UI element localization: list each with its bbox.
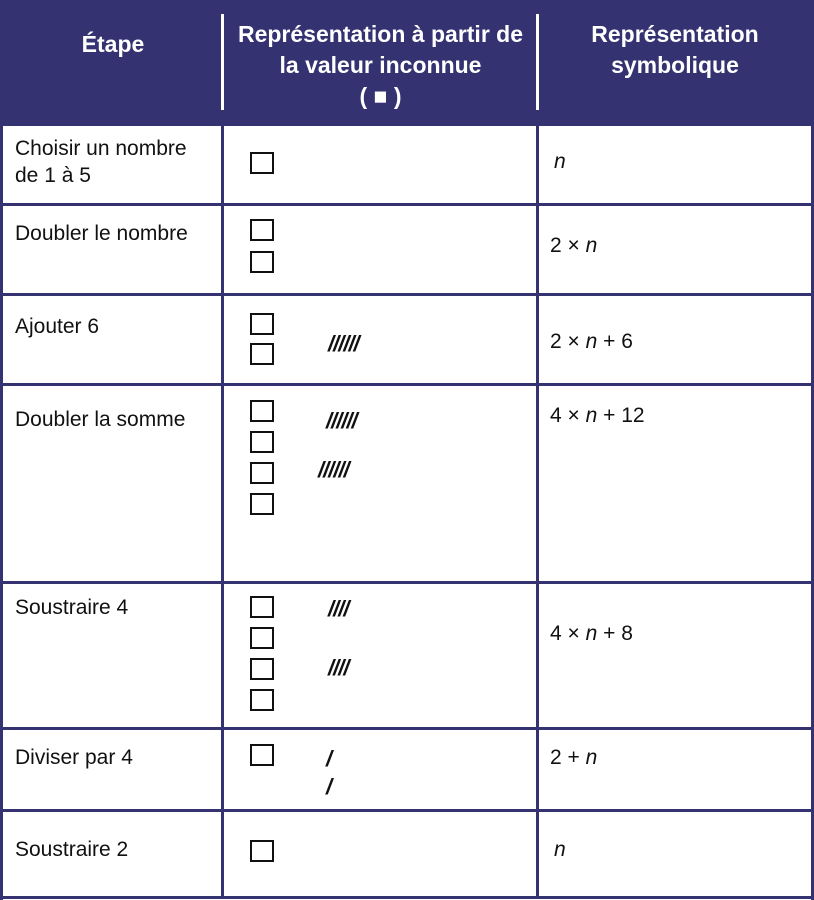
table-header [0,0,814,124]
expression-prefix: 4 × [550,622,586,645]
header-representation-line2: la valeur inconnue [279,52,482,78]
row-separator [0,383,814,386]
symbolic-expression [550,232,597,259]
unknown-value-square-icon [250,627,274,649]
unknown-value-square-icon [250,462,274,484]
expression-prefix: 2 × [550,234,586,257]
expression-prefix: 2 × [550,330,586,353]
table-row [0,384,814,582]
unknown-value-square-icon [250,431,274,453]
symbolic-expression [550,328,633,355]
tally-marks: ////// [326,408,357,433]
symbolic-expression [554,148,566,175]
header-representation-line1: Représentation à partir de [237,21,524,47]
step-label: Soustraire 4 [15,596,129,619]
expression-prefix: 4 × [550,404,586,427]
column-separator [536,124,539,898]
unknown-value-square-icon [250,313,274,335]
symbolic-expression [550,402,645,429]
column-separator [221,124,224,898]
table-row [0,294,814,384]
row-separator [0,123,814,126]
unknown-value-square-icon [250,658,274,680]
table-row [0,124,814,204]
expression-suffix: + 8 [597,622,633,645]
tally-marks: / [326,746,332,771]
tally-marks: ////// [318,457,349,482]
tally-marks: / [326,774,332,799]
unknown-value-square-icon [250,152,274,174]
unknown-value-square-icon [250,596,274,618]
unknown-value-square-icon [250,343,274,365]
tally-marks: //// [328,655,349,680]
header-symbolique-line1: Représentation [591,21,759,47]
table-row [0,810,814,898]
table-border-left [0,0,3,900]
table-border-bottom [0,896,814,899]
expression-variable: n [554,150,566,173]
tally-marks: //// [328,596,349,621]
row-separator [0,727,814,730]
unknown-value-square-icon [250,840,274,862]
unknown-value-square-icon [250,744,274,766]
expression-variable: n [585,234,598,257]
expression-variable: n [554,838,566,861]
symbolic-expression [550,620,633,647]
step-label: Choisir un nombre de 1 à 5 [15,137,187,187]
symbolic-expression [554,836,566,863]
expression-variable: n [585,404,598,427]
expression-prefix: 2 + [550,746,586,769]
step-label: Doubler la somme [15,408,186,431]
row-separator [0,809,814,812]
table-row [0,582,814,728]
expression-variable: n [585,622,598,645]
step-label: Ajouter 6 [15,315,100,338]
row-separator [0,203,814,206]
table-row [0,728,814,810]
unknown-value-square-icon [250,251,274,273]
symbolic-expression [550,744,597,771]
unknown-value-square-icon [250,689,274,711]
step-label: Soustraire 2 [15,838,129,861]
table-row [0,204,814,294]
unknown-value-square-icon [250,400,274,422]
step-label: Doubler le nombre [15,222,188,245]
step-label: Diviser par 4 [15,746,133,769]
expression-variable: n [585,330,598,353]
expression-suffix: + 12 [597,404,645,427]
header-symbolique-line2: symbolique [611,52,739,78]
tally-marks: ////// [328,331,359,356]
header-etape: Étape [81,31,145,57]
expression-variable: n [585,746,598,769]
row-separator [0,581,814,584]
row-separator [0,293,814,296]
header-representation-line3: ( ■ ) [359,83,402,109]
expression-suffix: + 6 [597,330,633,353]
unknown-value-square-icon [250,493,274,515]
unknown-value-square-icon [250,219,274,241]
